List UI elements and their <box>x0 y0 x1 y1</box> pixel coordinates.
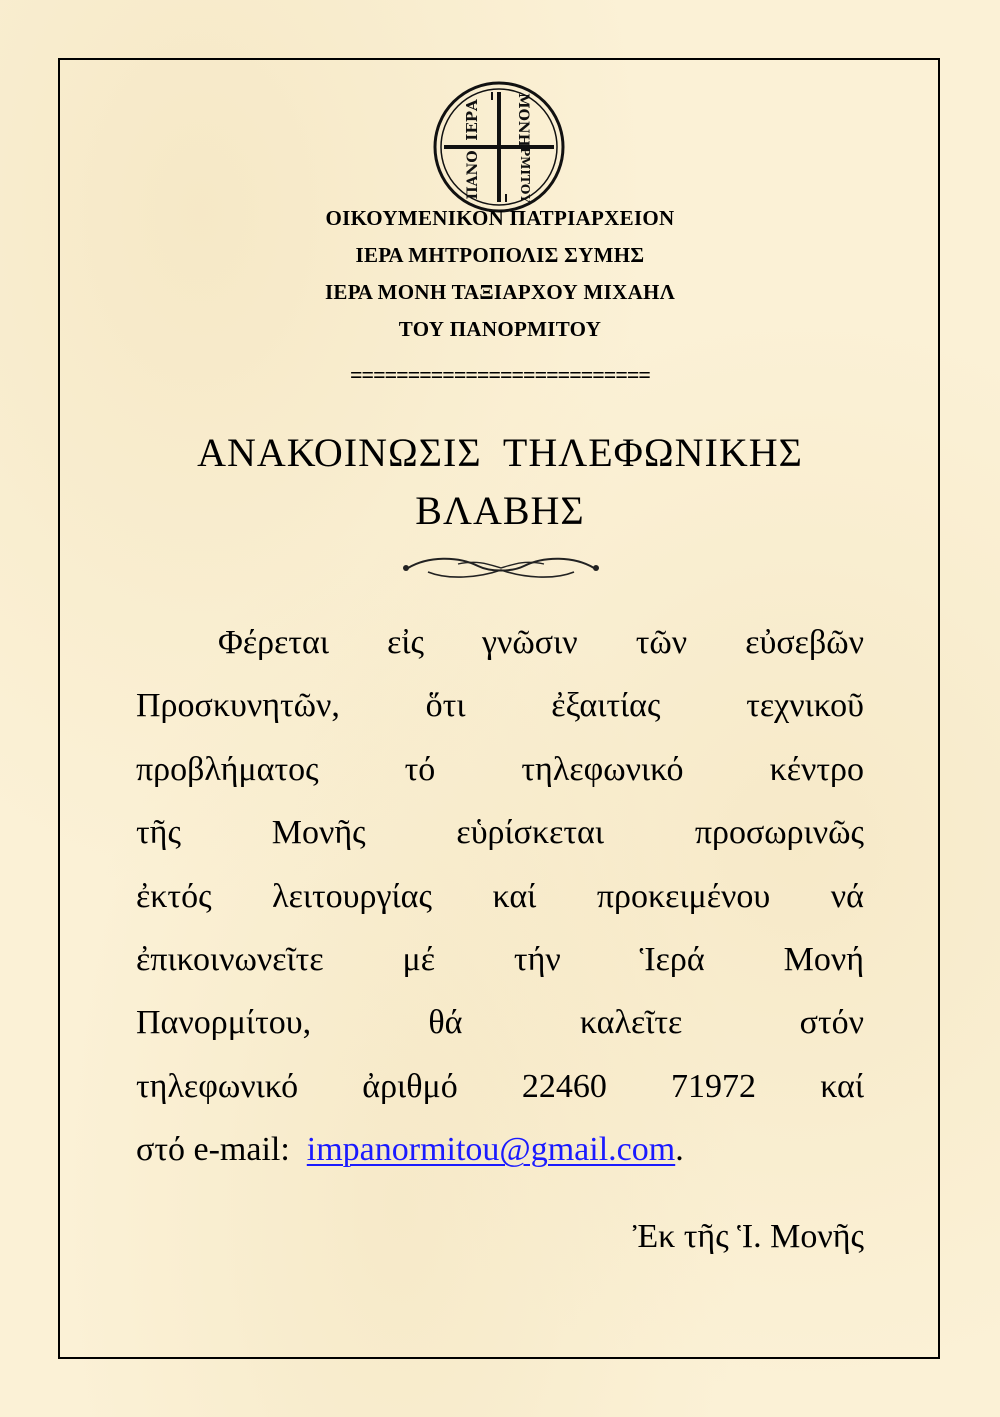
title-line-2: ΒΛΑΒΗΣ <box>415 488 585 533</box>
announcement-title <box>0 424 1000 540</box>
body-line: Πανορμίτου, θά καλεῖτε στόν <box>136 1004 864 1042</box>
svg-text:ΜΟΝΗ: ΜΟΝΗ <box>515 93 531 147</box>
svg-text:ΡΜΙΤΟΥ: ΡΜΙΤΟΥ <box>518 147 532 203</box>
title-line-1: ΑΝΑΚΟΙΝΩΣΙΣ ΤΗΛΕΦΩΝΙΚΗΣ <box>197 430 803 475</box>
svg-text:ΠΑΝΟ: ΠΑΝΟ <box>465 150 481 200</box>
body-line: τῆς Μονῆς εὑρίσκεται προσωρινῶς <box>136 814 864 852</box>
header-monastery-location: ΤΟΥ ΠΑΝΟΡΜΙΤΟΥ <box>398 317 602 341</box>
body-line: ἐπικοινωνεῖτε μέ τήν Ἱερά Μονή <box>136 941 864 979</box>
body-line: τηλεφωνικό ἀριθμό 22460 71972 καί <box>136 1067 864 1105</box>
body-line-email <box>136 1118 864 1181</box>
announcement-body <box>136 611 864 1182</box>
monastery-seal-icon <box>432 80 566 214</box>
header-monastery: ΙΕΡΑ ΜΟΝΗ ΤΑΞΙΑΡΧΟΥ ΜΙΧΑΗΛ <box>324 280 676 304</box>
header-patriarchate: ΟΙΚΟΥΜΕΝΙΚΟΝ ΠΑΤΡΙΑΡΧΕΙΟΝ <box>325 206 675 230</box>
svg-text:ΙΕΡΑ: ΙΕΡΑ <box>463 99 481 141</box>
body-line: Προσκυνητῶν, ὅτι ἐξαιτίας τεχνικοῦ <box>136 687 864 725</box>
body-line: Φέρεται εἰς γνῶσιν τῶν εὐσεβῶν <box>218 624 864 661</box>
signature: Ἐκ τῆς Ἱ. Μονῆς <box>632 1218 864 1255</box>
body-line: προβλήματος τό τηλεφωνικό κέντρο <box>136 750 864 788</box>
separator-line: ========================== <box>350 362 650 387</box>
body-line: ἐκτός λειτουργίας καί προκειμένου νά <box>136 877 864 915</box>
email-link[interactable]: impanormitou@gmail.com <box>306 1131 676 1169</box>
flourish-ornament-icon <box>398 552 604 584</box>
email-prefix: στό e-mail: <box>136 1131 307 1169</box>
institution-header <box>0 200 1000 348</box>
email-suffix: . <box>675 1131 684 1169</box>
header-metropolis: ΙΕΡΑ ΜΗΤΡΟΠΟΛΙΣ ΣΥΜΗΣ <box>355 243 645 267</box>
